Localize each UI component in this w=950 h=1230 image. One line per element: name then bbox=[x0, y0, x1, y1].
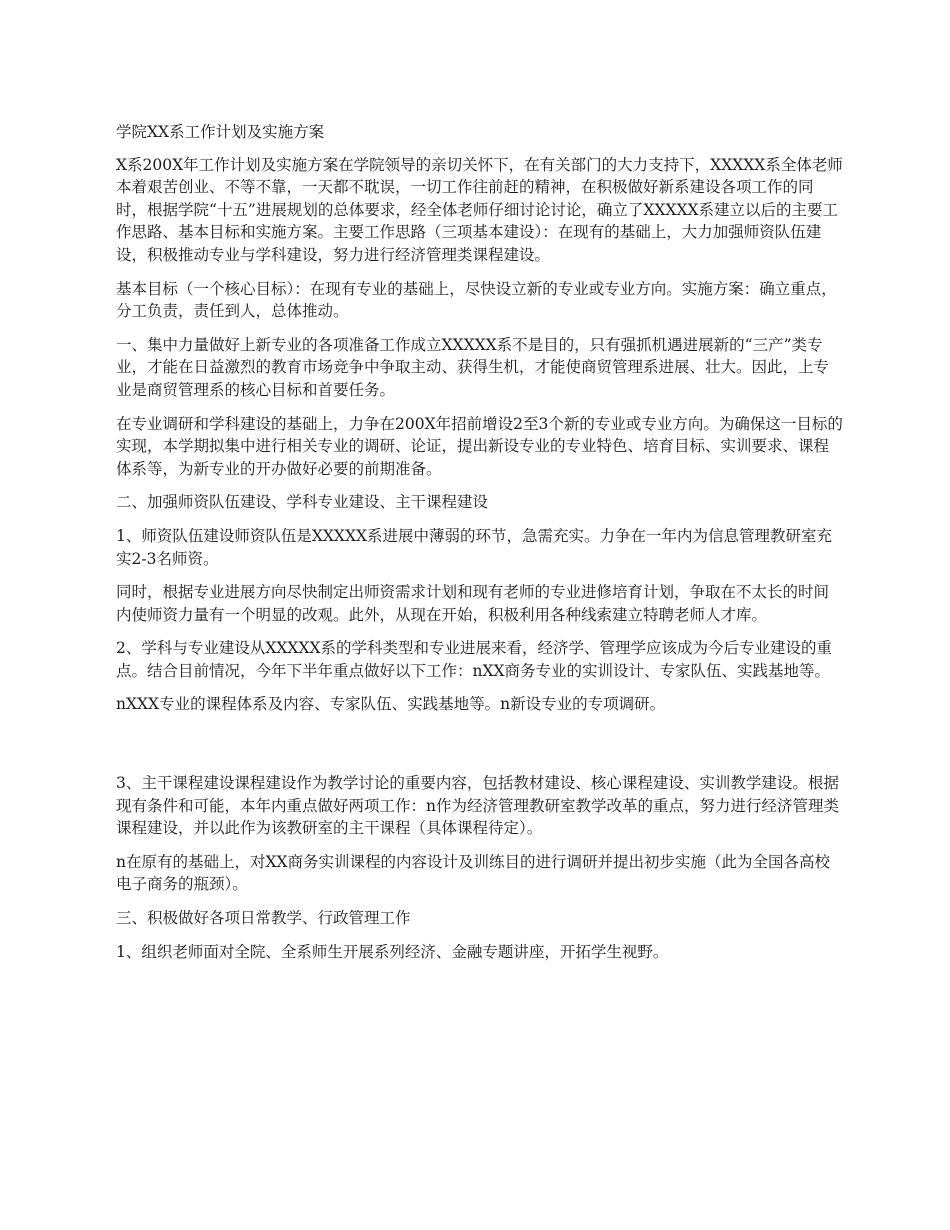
paragraph-research: 在专业调研和学科建设的基础上，力争在200X年招前增设2至3个新的专业或专业方向。为确保这一目标的实现，本学期拟集中进行相关专业的调研、论证，提出新设专业的专业特色、培育目标、实训要求、课程体系等，为新专业的开办做好必要的前期准备。 bbox=[116, 414, 843, 478]
paragraph-course-practice: n在原有的基础上，对XX商务实训课程的内容设计及训练目的进行调研并提出初步实施（此为全国各高校电子商务的瓶颈）。 bbox=[116, 852, 831, 894]
paragraph-lectures: 1、组织老师面对全院、全系师生开展系列经济、金融专题讲座，开拓学生视野。 bbox=[116, 942, 669, 961]
paragraph-discipline-items: nXXX专业的课程体系及内容、专家队伍、实践基地等。n新设专业的专项调研。 bbox=[116, 695, 666, 714]
document-title: 学院XX系工作计划及实施方案 bbox=[116, 123, 325, 141]
section-heading-3: 三、积极做好各项日常教学、行政管理工作 bbox=[116, 909, 411, 928]
paragraph-basic-goal: 基本目标（一个核心目标）：在现有专业的基础上，尽快设立新的专业或专业方向。实施方案：确立重点，分工负责，责任到人，总体推动。 bbox=[116, 279, 837, 321]
blank-space bbox=[116, 727, 844, 772]
paragraph-faculty: 1、师资队伍建设师资队伍是XXXXX系进展中薄弱的环节，急需充实。力争在一年内为信息管理教研室充实2-3名师资。 bbox=[116, 526, 833, 568]
paragraph-discipline: 2、学科与专业建设从XXXXX系的学科类型和专业进展来看，经济学、管理学应该成为今后专业建设的重点。结合目前情况，今年下半年重点做好以下工作：nXX商务专业的实训设计、专家队伍、实践基地等。 bbox=[116, 639, 833, 680]
section-heading-2: 二、加强师资队伍建设、学科专业建设、主干课程建设 bbox=[116, 493, 489, 512]
paragraph-course: 3、主干课程建设课程建设作为教学讨论的重要内容，包括教材建设、核心课程建设、实训教学建设。根据现有条件和可能，本年内重点做好两项工作：n作为经济管理教研室教学改革的重点，努力进行经济管理类课程建设，并以此作为该教研室的主干课程（具体课程待定）。 bbox=[116, 774, 839, 838]
document-body bbox=[116, 121, 844, 974]
paragraph-section-1: 一、集中力量做好上新专业的各项准备工作成立XXXXX系不是目的，只有强抓机遇进展新的“三产”类专业，才能在日益激烈的教育市场竞争中争取主动、获得生机，才能使商贸管理系进展、壮大。因此，上专业是商贸管理系的核心目标和首要任务。 bbox=[116, 335, 830, 399]
paragraph-faculty-plan: 同时，根据专业进展方向尽快制定出师资需求计划和现有老师的专业进修培育计划，争取在不太长的时间内使师资力量有一个明显的改观。此外，从现在开始，积极利用各种线索建立特聘老师人才库。 bbox=[116, 583, 830, 624]
paragraph-intro: X系200X年工作计划及实施方案在学院领导的亲切关怀下，在有关部门的大力支持下，XXXXX系全体老师本着艰苦创业、不等不靠，一天都不耽误，一切工作往前赶的精神，在积极做好新系建设各项工作的同时，根据学院“十五”进展规划的总体要求，经全体老师仔细讨论讨论，确立了XXXXX系建立以后的主要工作思路、基本目标和实施方案。主要工作思路（三项基本建设）：在现有的基础上，大力加强师资队伍建设，积极推动专业与学科建设，努力进行经济管理类课程建设。 bbox=[116, 155, 843, 264]
